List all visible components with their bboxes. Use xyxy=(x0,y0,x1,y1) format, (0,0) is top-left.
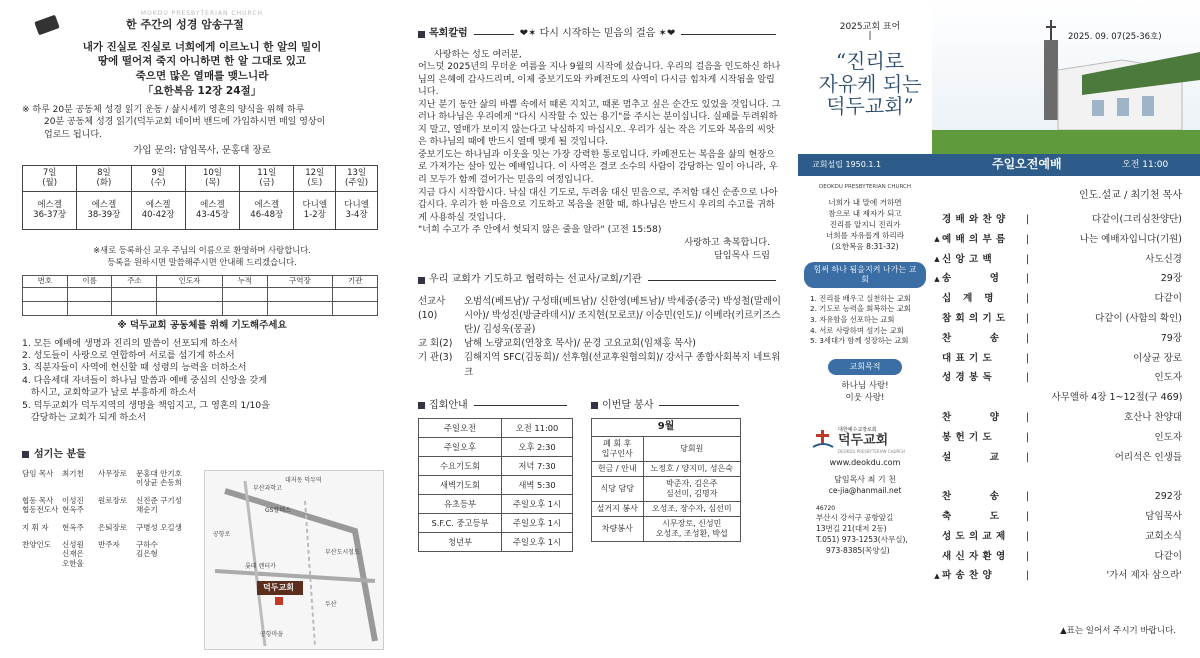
staff-cell: 지 휘 자 xyxy=(22,522,49,532)
logo-small-text: 대한예수교장로회 xyxy=(838,426,877,433)
order-label: 설 교 xyxy=(942,451,1000,463)
reading-day: 8일 (화) xyxy=(77,165,131,191)
reading-day: 11일 (금) xyxy=(240,165,294,191)
memory-title: 한 주간의 성경 암송구절 xyxy=(126,17,244,31)
order-separator: | xyxy=(1026,352,1030,364)
note-line: 업로드 됩니다. xyxy=(44,129,102,140)
staff-heading xyxy=(22,449,382,462)
order-row xyxy=(932,309,1200,329)
meeting-cell: 주일오후 xyxy=(419,438,502,457)
meeting-cell: 주일오후 1시 xyxy=(502,495,573,514)
serve-row xyxy=(592,501,741,516)
missionaries-list: 오범석(베트남)/ 구성태(베트남)/ 신한영(베트남)/ 박세중(중국) 박성철(말레이시아)/ 박성진(방글라데시)/ 조지현(모로코)/ 이승민(인도)/ 이베라(키르키즈스탄)/ 김성욱(몽골) xyxy=(464,295,781,336)
verse-line: 내가 진실로 진실로 너희에게 이르노니 한 알의 밀이 xyxy=(82,40,322,53)
vision-pill: 힘써 하나 됨을지켜 나가는 교회 xyxy=(804,262,926,288)
column-order-of-worship xyxy=(932,0,1200,658)
postcode: 46720 xyxy=(816,504,836,512)
meeting-title: 집회안내 xyxy=(429,399,468,411)
order-value: 어리석은 인생들 xyxy=(1114,451,1182,463)
order-separator: | xyxy=(1026,510,1030,522)
map-label: 롯데 렌터카 xyxy=(245,563,276,570)
order-separator: | xyxy=(1026,312,1030,324)
register-line: 등록을 원하시면 말씀해주시면 안내해 드리겠습니다. xyxy=(107,257,297,268)
serve-row xyxy=(592,476,741,501)
order-label: 찬 송 xyxy=(942,491,1000,503)
bible-icon xyxy=(34,14,59,35)
order-row xyxy=(932,329,1200,349)
meeting-row xyxy=(419,495,573,514)
church-photo xyxy=(932,0,1200,154)
sign-line-1: 사랑하고 축복합니다. xyxy=(684,236,770,248)
staff-cell: 반주자 xyxy=(98,539,120,549)
vision-item: 4. 서로 사랑하며 섬기는 교회 xyxy=(810,325,904,335)
meeting-cell: 주일오후 1시 xyxy=(502,533,573,552)
reading-passage: 에스겔 40-42장 xyxy=(131,191,185,229)
meeting-cell: 새벽기도회 xyxy=(419,476,502,495)
serve-month-row xyxy=(592,419,741,437)
meeting-cell: S.F.C. 중고등부 xyxy=(419,514,502,533)
order-row xyxy=(932,467,1200,487)
serve-cell: 설거지 봉사 xyxy=(592,501,644,516)
theme-year: 2025교회 표어 xyxy=(839,22,901,32)
reading-passage: 다니엘 3-4장 xyxy=(336,191,378,229)
contact-line: 가입 문의: 담임목사, 문홍대 장로 xyxy=(133,144,271,156)
service-band xyxy=(932,154,1200,176)
order-row xyxy=(932,250,1200,270)
order-row xyxy=(932,368,1200,388)
orgs-label: 기 관(3) xyxy=(418,352,453,364)
staff-cell: 현옥주 xyxy=(62,522,84,532)
order-label: 십 계 명 xyxy=(942,293,994,305)
staff-cell: 찬양인도 xyxy=(22,539,51,549)
staff-cell: 구병성 오길생 xyxy=(136,522,182,532)
staff-cell: 사무장로 xyxy=(98,469,127,478)
cross-logo-icon xyxy=(812,429,834,451)
prayer-item: 1. 모든 예배에 생명과 진리의 말씀이 선포되게 하소서 xyxy=(22,337,238,349)
column-paragraph: 사랑하는 성도 여러분, xyxy=(434,49,522,60)
meeting-cell: 유초등부 xyxy=(419,495,502,514)
order-separator: | xyxy=(1026,411,1030,423)
churches-label: 교 회(2) xyxy=(418,338,453,350)
register-header: 구역장 xyxy=(267,275,333,287)
church-logo xyxy=(812,427,932,455)
pastor-column-heading xyxy=(418,28,782,41)
square-bullet-icon xyxy=(418,277,425,284)
order-row xyxy=(932,428,1200,448)
staff-cell: 담임 목사 xyxy=(22,469,54,478)
serve-heading xyxy=(591,400,745,413)
prayer-item: 3. 직분자들이 사역에 헌신할 때 성령의 능력을 더하소서 xyxy=(22,362,247,374)
serve-cell: 폐 회 후 입구인사 xyxy=(592,436,644,461)
order-separator: | xyxy=(1026,451,1030,463)
order-row xyxy=(932,566,1200,586)
order-label: 축 도 xyxy=(942,510,1000,522)
staff-cell: 신성원 신재은 오한울 xyxy=(62,539,84,568)
reading-schedule-table xyxy=(22,165,378,230)
order-label: 성 도 의 교 제 xyxy=(942,530,1006,542)
order-separator: | xyxy=(1026,293,1030,305)
note-line: 20분 공동체 성경 읽기(덕두교회 네이버 밴드에 가입하시면 매일 영상이 xyxy=(44,117,326,128)
purpose-lines xyxy=(798,381,932,405)
map-label: 공항마을 xyxy=(260,631,284,638)
meeting-cell: 저녁 7:30 xyxy=(502,457,573,476)
meeting-row xyxy=(419,419,573,438)
register-header: 주소 xyxy=(112,275,157,287)
order-separator: | xyxy=(1026,550,1030,562)
map-drawing xyxy=(205,471,384,650)
square-bullet-icon xyxy=(22,451,29,458)
order-value: 다같이 (사함의 확인) xyxy=(1095,312,1182,324)
serve-cell: 노정호 / 양지미, 성은숙 xyxy=(643,461,741,476)
theme-box: 2025교회 표어 | “진리로 자유케 되는 덕두교회” xyxy=(798,0,932,152)
reading-passage: 에스겔 36-37장 xyxy=(23,191,77,229)
order-row xyxy=(932,388,1200,408)
meeting-cell: 청년부 xyxy=(419,533,502,552)
pastor-column-title: 목회칼럼 xyxy=(429,28,468,39)
serve-cell: 오성조, 장수자, 심선미 xyxy=(643,501,741,516)
order-label: 신 앙 고 백 xyxy=(942,253,993,265)
staff-cell: 최기천 xyxy=(62,469,84,478)
prayer-item: 5. 덕두교회가 덕두지역의 생명을 책임지고, 그 영혼의 1/10을 xyxy=(22,399,271,411)
order-value: 호산나 찬양대 xyxy=(1123,411,1182,423)
order-row xyxy=(932,507,1200,527)
reading-day: 12일 (토) xyxy=(294,165,336,191)
order-label: 참 회 의 기 도 xyxy=(942,312,1006,324)
order-separator: | xyxy=(1026,213,1030,225)
purpose-line: 이웃 사랑! xyxy=(845,392,885,403)
theme-title: “진리로 자유케 되는 덕두교회” xyxy=(818,49,922,119)
mission-title: 우리 교회가 기도하고 협력하는 선교사/교회/기관 xyxy=(429,274,642,286)
staff-title: 섬기는 분들 xyxy=(34,448,86,460)
meeting-cell: 주일오후 1시 xyxy=(502,514,573,533)
map-label: GS칼텍스 xyxy=(265,507,291,514)
column-paragraph: "너희 수고가 주 안에서 헛되지 않은 줄을 알라" (고전 15:58) xyxy=(418,225,662,236)
stand-icon: ▲ xyxy=(934,274,940,283)
order-of-worship xyxy=(932,210,1200,586)
order-value: 인도자 xyxy=(1154,431,1182,443)
order-label: 송 영 xyxy=(942,273,1000,285)
verse-line: 「요한복음 12장 24절」 xyxy=(142,84,262,97)
missionaries-label: 선교사(10) xyxy=(418,295,446,322)
prayer-item: 감당하는 교회가 되게 하소서 xyxy=(22,412,147,424)
staff-cell: 문홍대 안기호 이상균 손동희 xyxy=(136,469,182,488)
registration-table xyxy=(22,275,378,316)
order-separator: | xyxy=(1026,431,1030,443)
order-value: 인도자 xyxy=(1154,372,1182,384)
meeting-cell: 새벽 5:30 xyxy=(502,476,573,495)
column-paragraph: 지금 다시 시작합시다. 낙심 대신 기도로, 두려움 대신 믿음으로, 주저함 대신 순종으로 나아갑시다. 우리가 한 마음으로 기도하고 복음을 전할 때, 하나님은 반드시 우리의 수고를 귀하게 사용하실 것입니다. xyxy=(418,187,778,223)
order-separator: | xyxy=(1026,491,1030,503)
square-bullet-icon xyxy=(418,31,425,38)
mission-list xyxy=(418,295,782,380)
mission-heading xyxy=(418,274,782,287)
order-label: 새 신 자 환 영 xyxy=(942,550,1006,562)
reading-passage: 에스겔 38-39장 xyxy=(77,191,131,229)
meeting-row xyxy=(419,533,573,552)
order-row xyxy=(932,547,1200,567)
address: 부산시 강서구 공항앞길 13번길 21(대저 2동) xyxy=(816,513,894,534)
pastor-column-body xyxy=(418,49,782,237)
service-time: 오전 11:00 xyxy=(1122,160,1169,170)
staff-cell: 구하수 김은형 xyxy=(136,539,158,559)
orgs-list: 김해지역 SFC(김동희)/ 선후협(선교후원협의회)/ 강서구 종합사회복지 네트워크 xyxy=(464,352,781,378)
pastor-name: 담임목사 최 기 천 xyxy=(834,475,896,485)
order-row xyxy=(932,448,1200,468)
order-value: 사도신경 xyxy=(1145,253,1182,265)
order-row xyxy=(932,210,1200,230)
memory-heading xyxy=(36,18,382,32)
map-label: 덕두교회 xyxy=(263,583,294,592)
register-header: 기관 xyxy=(333,275,378,287)
reading-day: 10일 (목) xyxy=(185,165,239,191)
order-separator: | xyxy=(1026,530,1030,542)
order-value: 29장 xyxy=(1160,273,1182,285)
register-header: 번호 xyxy=(23,275,68,287)
order-label: 찬 송 xyxy=(942,332,1000,344)
founded-date: 교회설립 1950.1.1 xyxy=(812,160,882,169)
prayer-item: 하시고, 교회학교가 날로 부흥하게 하소서 xyxy=(22,387,197,399)
location-map xyxy=(204,470,384,650)
order-separator: | xyxy=(1026,332,1030,344)
serve-row xyxy=(592,436,741,461)
order-separator: | xyxy=(1026,233,1030,245)
meeting-row xyxy=(419,457,573,476)
order-value: 79장 xyxy=(1160,332,1182,344)
website-link[interactable]: www.deokdu.com xyxy=(829,458,901,468)
service-leader: 인도.설교 / 최기천 목사 xyxy=(1078,190,1182,201)
reading-passage: 다니엘 1-2장 xyxy=(294,191,336,229)
order-separator: | xyxy=(1026,253,1030,265)
order-row xyxy=(932,527,1200,547)
reading-day: 13일 (주일) xyxy=(336,165,378,191)
serve-cell: 당회원 xyxy=(643,436,741,461)
map-label: 부산과학고 xyxy=(253,485,282,492)
order-label: 대 표 기 도 xyxy=(942,352,993,364)
meeting-cell: 주일오전 xyxy=(419,419,502,438)
churches-list: 남해 노량교회(연창호 목사)/ 문경 고요교회(임채홍 목사) xyxy=(464,338,696,350)
staff-cell: 원로장로 xyxy=(98,495,127,505)
order-label: 예 배 의 부 름 xyxy=(942,233,1006,245)
logo-english: DEOKDU PRESBYTERIAN CHURCH xyxy=(838,449,905,455)
order-row xyxy=(932,230,1200,250)
reading-passage: 에스겔 43-45장 xyxy=(185,191,239,229)
column-paragraph: 지난 분기 동안 삶의 바쁨 속에서 때론 지치고, 때론 멈추고 싶은 순간도 있었을 것입니다. 그러나 하나님은 우리에게 "다시 시작할 수 있는 용기"를 주시는 분이십니다. 실패를 두려워하지 말고, 열매가 보이지 않는다고 낙심하지 마십시오. 우리가 심는 작은 기도와 복음의 씨앗은 하나님의 때에 반드시 열매 맺게 될 것입니다. xyxy=(418,99,781,148)
order-value: 이상균 장로 xyxy=(1133,352,1182,364)
staff-cell: 협동 목사 협동전도사 xyxy=(22,495,59,515)
stand-icon: ▲ xyxy=(934,255,940,264)
prayer-title: ※ 덕두교회 공동체를 위해 기도해주세요 xyxy=(117,319,287,331)
serve-cell: 차량봉사 xyxy=(592,516,644,541)
order-value: 교회소식 xyxy=(1145,530,1182,542)
purpose-pill: 교회목적 xyxy=(828,359,902,375)
serve-month: 9월 xyxy=(592,419,741,437)
order-label: 파 송 찬 양 xyxy=(942,570,993,582)
order-label: 성 경 봉 독 xyxy=(942,372,993,384)
sign-line-2: 담임목사 드림 xyxy=(713,249,770,261)
order-value: 다같이 xyxy=(1154,293,1182,305)
staff-cell: 이성진 현옥주 xyxy=(62,495,84,515)
register-header: 인도자 xyxy=(157,275,223,287)
stand-icon: ▲ xyxy=(934,571,940,580)
order-row xyxy=(932,408,1200,428)
meeting-row xyxy=(419,476,573,495)
register-header: 누적 xyxy=(222,275,267,287)
order-value: 292장 xyxy=(1154,491,1182,503)
vision-item: 1. 진리를 배우고 실천하는 교회 xyxy=(810,293,911,303)
reading-day: 7일 (월) xyxy=(23,165,77,191)
pastor-signature xyxy=(418,237,782,263)
phone-office: T.051) 973-1253(사무실), xyxy=(816,534,908,544)
order-separator: | xyxy=(1026,372,1030,384)
church-building-illustration xyxy=(932,0,1200,154)
meeting-heading xyxy=(418,400,573,413)
order-row xyxy=(932,349,1200,369)
verse-line: 땅에 떨어져 죽지 아니하면 한 알 그대로 있고 xyxy=(97,55,307,68)
meeting-cell: 오전 11:00 xyxy=(502,419,573,438)
column-church-info xyxy=(798,0,932,658)
bulletin-date: 2025. 09. 07(25-36호) xyxy=(1068,32,1162,42)
staff-cell: 신진준 구기성 채순기 xyxy=(136,495,182,515)
theme-verse: 너희가 내 말에 거하면 참으로 내 제자가 되고 진리를 알지니 진리가 너희를 자유롭게 하리라 (요한복음 8:31-32) xyxy=(825,197,905,251)
staff-cell: 은퇴장로 xyxy=(98,522,127,532)
service-title: 주일오전예배 xyxy=(992,157,1062,171)
prayer-item: 2. 성도들이 사랑으로 연합하여 서로를 섬기게 하소서 xyxy=(22,349,235,361)
map-label: 부산도시철도 xyxy=(325,549,360,556)
order-row xyxy=(932,487,1200,507)
order-value: 담임목사 xyxy=(1145,510,1182,522)
order-value: '가서 제자 삼으라' xyxy=(1106,570,1182,582)
order-separator: | xyxy=(1026,273,1030,285)
serve-table xyxy=(591,418,741,542)
vision-item: 2. 기도로 능력을 회복하는 교회 xyxy=(810,304,911,314)
vision-item: 3. 자유함을 선포하는 교회 xyxy=(810,315,895,325)
memory-verse xyxy=(22,40,382,99)
meeting-row xyxy=(419,438,573,457)
serve-section xyxy=(591,400,745,553)
church-english-name: DEOKDU PRESBYTERIAN CHURCH xyxy=(818,184,912,190)
order-value: 나는 예배자입니다(기원) xyxy=(1079,233,1182,245)
serve-row xyxy=(592,516,741,541)
vision-list xyxy=(798,294,932,347)
serve-cell: 식당 담당 xyxy=(592,476,644,501)
order-row xyxy=(932,289,1200,309)
verse-line: 죽으면 많은 열매를 맺느니라 xyxy=(135,69,269,82)
faint-header: MOKDU PRESBYTERIAN CHURCH xyxy=(140,10,264,17)
map-label: 두산 xyxy=(325,601,337,608)
note-line: ※ 하루 20분 공동체 성경 읽기 운동 / 삶시세끼 영혼의 양식을 위해 하루 xyxy=(22,105,305,116)
vision-item: 5. 3세대가 함께 성장하는 교회 xyxy=(810,336,909,346)
meeting-row xyxy=(419,514,573,533)
order-value: 다같이(그리심찬양단) xyxy=(1091,213,1182,225)
register-line: ※새로 등록하신 교우 주님의 이름으로 환영하며 사랑합니다. xyxy=(93,244,311,255)
purpose-line: 하나님 사랑! xyxy=(841,380,889,391)
logo-text: 덕두교회 xyxy=(838,432,889,448)
square-bullet-icon xyxy=(418,402,425,409)
serve-cell: 헌금 / 안내 xyxy=(592,461,644,476)
meeting-section xyxy=(418,400,573,553)
prayer-item: 4. 다음세대 자녀들이 하나님 말씀과 예배 중심의 신앙을 갖게 xyxy=(22,374,268,386)
order-value: 다같이 xyxy=(1154,550,1182,562)
serve-cell: 시무장로, 신성민 오성조, 조성환, 박섭 xyxy=(643,516,741,541)
order-separator: | xyxy=(1026,570,1030,582)
column-paragraph: 중보기도는 하나님과 이웃을 잇는 가장 강력한 통로입니다. 카페전도는 복음을 삶의 현장으로 가져가는 살아 있는 예배입니다. 이 사역은 결코 소수의 사람이 감당하는 일이 아니라, 우리 모두가 함께 걸어가는 믿음의 여정입니다. xyxy=(418,149,778,185)
meeting-table xyxy=(418,418,573,552)
column-paragraph: 어느덧 2025년의 무더운 여름을 지나 9월의 시작에 섰습니다. 우리의 걸음을 인도하신 하나님의 은혜에 감사드리며, 이제 중보기도와 카페전도의 사역이 다시금 힘차게 시작됨을 알립니다. xyxy=(418,62,781,98)
meeting-cell: 오후 2:30 xyxy=(502,438,573,457)
reading-campaign-note xyxy=(22,104,382,140)
prayer-list xyxy=(22,338,382,425)
column-pastor-and-missions xyxy=(400,0,798,658)
order-row xyxy=(932,269,1200,289)
standing-footnote: ▲표는 일어서 주시기 바랍니다. xyxy=(1060,626,1176,636)
reading-day: 9일 (수) xyxy=(131,165,185,191)
pastor-column-subtitle: ❤✶ 다시 시작하는 믿음의 걸음 ✶❤ xyxy=(519,28,676,39)
map-label: 공항로 xyxy=(213,531,231,538)
square-bullet-icon xyxy=(591,402,598,409)
new-member-note xyxy=(22,244,382,269)
serve-cell: 박준자, 김은주 심선미, 김명자 xyxy=(643,476,741,501)
register-header: 이름 xyxy=(67,275,112,287)
reading-passage: 에스겔 46-48장 xyxy=(240,191,294,229)
email-link[interactable]: ce-jia@hanmail.net xyxy=(828,485,902,495)
meeting-cell: 수요기도회 xyxy=(419,457,502,476)
serve-title: 이번달 봉사 xyxy=(602,399,654,411)
founded-band xyxy=(798,154,932,176)
serve-row xyxy=(592,461,741,476)
map-label: 대저동 덕두역 xyxy=(285,477,322,484)
order-label: 찬 양 xyxy=(942,411,1000,423)
order-label: 경 배 와 찬 양 xyxy=(942,213,1006,225)
order-value: 사무엘하 4장 1~12절(구 469) xyxy=(1051,392,1183,404)
stand-icon: ▲ xyxy=(934,235,940,244)
phone-pastor: 973-8385(목양실) xyxy=(826,545,890,555)
order-label: 봉 헌 기 도 xyxy=(942,431,993,443)
